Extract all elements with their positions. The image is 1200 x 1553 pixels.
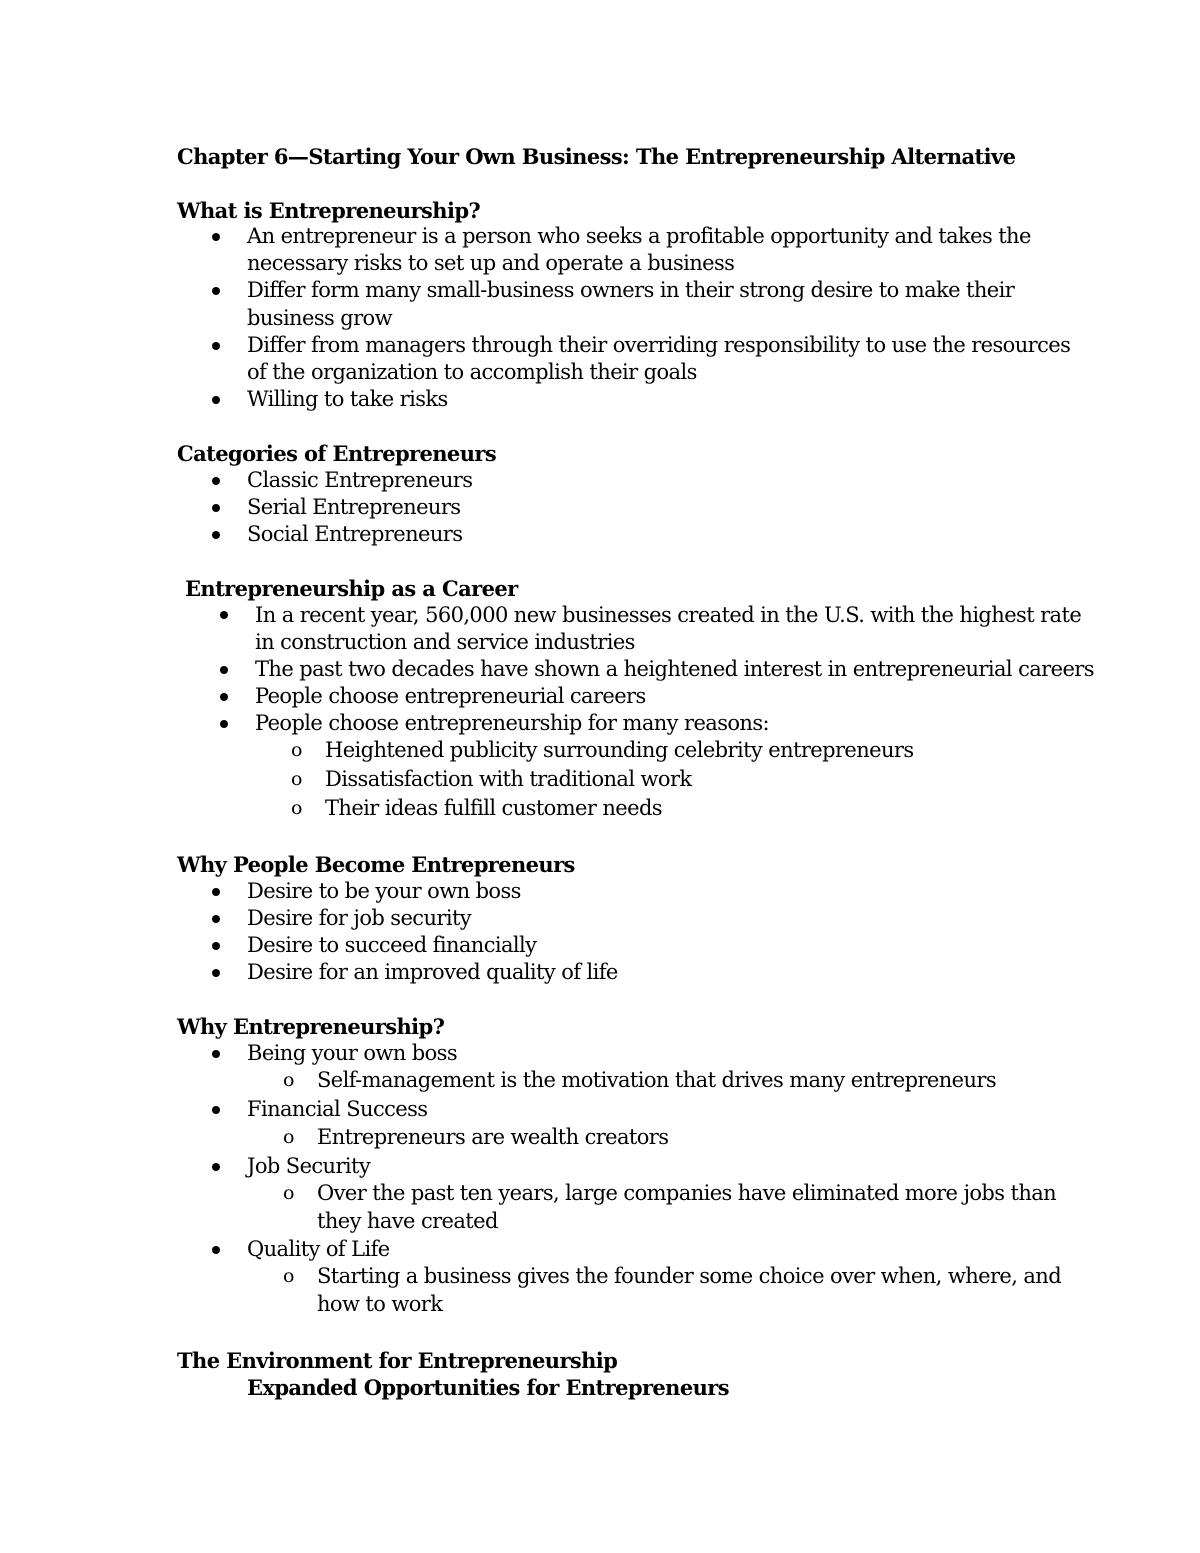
list-item: Classic Entrepreneurs — [247, 468, 473, 492]
list-item-continuation: necessary risks to set up and operate a business — [247, 251, 735, 275]
section-heading-categories: Categories of Entrepreneurs — [177, 441, 497, 466]
sub-list-item: Dissatisfaction with traditional work — [325, 767, 692, 791]
section-heading-career: Entrepreneurship as a Career — [185, 576, 518, 601]
bullet-icon — [212, 504, 220, 512]
sub-list-item: Starting a business gives the founder some choice over when, where, and — [317, 1264, 1062, 1288]
list-item-continuation: of the organization to accomplish their goals — [247, 360, 697, 384]
list-item: Differ from managers through their overriding responsibility to use the resources — [247, 333, 1071, 357]
bullet-icon — [220, 720, 228, 728]
bullet-icon — [212, 942, 220, 950]
list-item: Desire to be your own boss — [247, 879, 521, 903]
bullet-icon — [212, 531, 220, 539]
bullet-icon — [220, 611, 228, 619]
list-item: Being your own boss — [247, 1041, 458, 1065]
bullet-icon — [212, 915, 220, 923]
sub-list-item: Entrepreneurs are wealth creators — [317, 1125, 669, 1149]
bullet-icon — [212, 233, 220, 241]
list-item: Desire to succeed financially — [247, 933, 537, 957]
sub-list-item: Heightened publicity surrounding celebrity entrepreneurs — [325, 738, 914, 762]
list-item-continuation: in construction and service industries — [255, 630, 635, 654]
section-heading-why-entrepreneurship: Why Entrepreneurship? — [177, 1014, 445, 1039]
section-heading-what-is: What is Entrepreneurship? — [177, 198, 481, 223]
list-item: The past two decades have shown a heightened interest in entrepreneurial careers — [255, 657, 1094, 681]
bullet-icon — [220, 666, 228, 674]
section-heading-environment: The Environment for Entrepreneurship — [177, 1348, 618, 1373]
sub-list-item: Over the past ten years, large companies have eliminated more jobs than — [317, 1181, 1057, 1205]
bullet-icon — [212, 888, 220, 896]
sub-bullet-icon: o — [291, 739, 303, 761]
section-heading-why-people: Why People Become Entrepreneurs — [177, 852, 575, 877]
bullet-icon — [212, 969, 220, 977]
list-item: Differ form many small-business owners in their strong desire to make their — [247, 278, 1015, 302]
list-item: Financial Success — [247, 1097, 428, 1121]
sub-list-item-continuation: they have created — [317, 1209, 498, 1233]
bullet-icon — [212, 1050, 220, 1058]
list-item: People choose entrepreneurial careers — [255, 684, 646, 708]
document-title: Chapter 6—Starting Your Own Business: The Entrepreneurship Alternative — [177, 144, 1016, 169]
sub-bullet-icon: o — [283, 1265, 295, 1287]
list-item: People choose entrepreneurship for many reasons: — [255, 711, 770, 735]
sub-list-item: Their ideas fulfill customer needs — [325, 796, 662, 820]
list-item: In a recent year, 560,000 new businesses created in the U.S. with the highest rate — [255, 603, 1082, 627]
list-item-continuation: business grow — [247, 306, 392, 330]
bullet-icon — [212, 1106, 220, 1114]
sub-bullet-icon: o — [283, 1182, 295, 1204]
list-item: Desire for job security — [247, 906, 472, 930]
sub-bullet-icon: o — [283, 1126, 295, 1148]
bullet-icon — [212, 287, 220, 295]
list-item: Serial Entrepreneurs — [247, 495, 461, 519]
list-item: Quality of Life — [247, 1237, 390, 1261]
sub-bullet-icon: o — [291, 797, 303, 819]
list-item: Social Entrepreneurs — [247, 522, 463, 546]
sub-bullet-icon: o — [283, 1069, 295, 1091]
section-subheading-opportunities: Expanded Opportunities for Entrepreneurs — [247, 1375, 729, 1400]
sub-bullet-icon: o — [291, 768, 303, 790]
bullet-icon — [220, 693, 228, 701]
bullet-icon — [212, 396, 220, 404]
sub-list-item-continuation: how to work — [317, 1292, 443, 1316]
list-item: An entrepreneur is a person who seeks a profitable opportunity and takes the — [247, 224, 1031, 248]
bullet-icon — [212, 1246, 220, 1254]
list-item: Job Security — [247, 1154, 371, 1178]
sub-list-item: Self-management is the motivation that drives many entrepreneurs — [317, 1068, 997, 1092]
bullet-icon — [212, 342, 220, 350]
bullet-icon — [212, 1163, 220, 1171]
bullet-icon — [212, 477, 220, 485]
list-item: Desire for an improved quality of life — [247, 960, 618, 984]
list-item: Willing to take risks — [247, 387, 448, 411]
